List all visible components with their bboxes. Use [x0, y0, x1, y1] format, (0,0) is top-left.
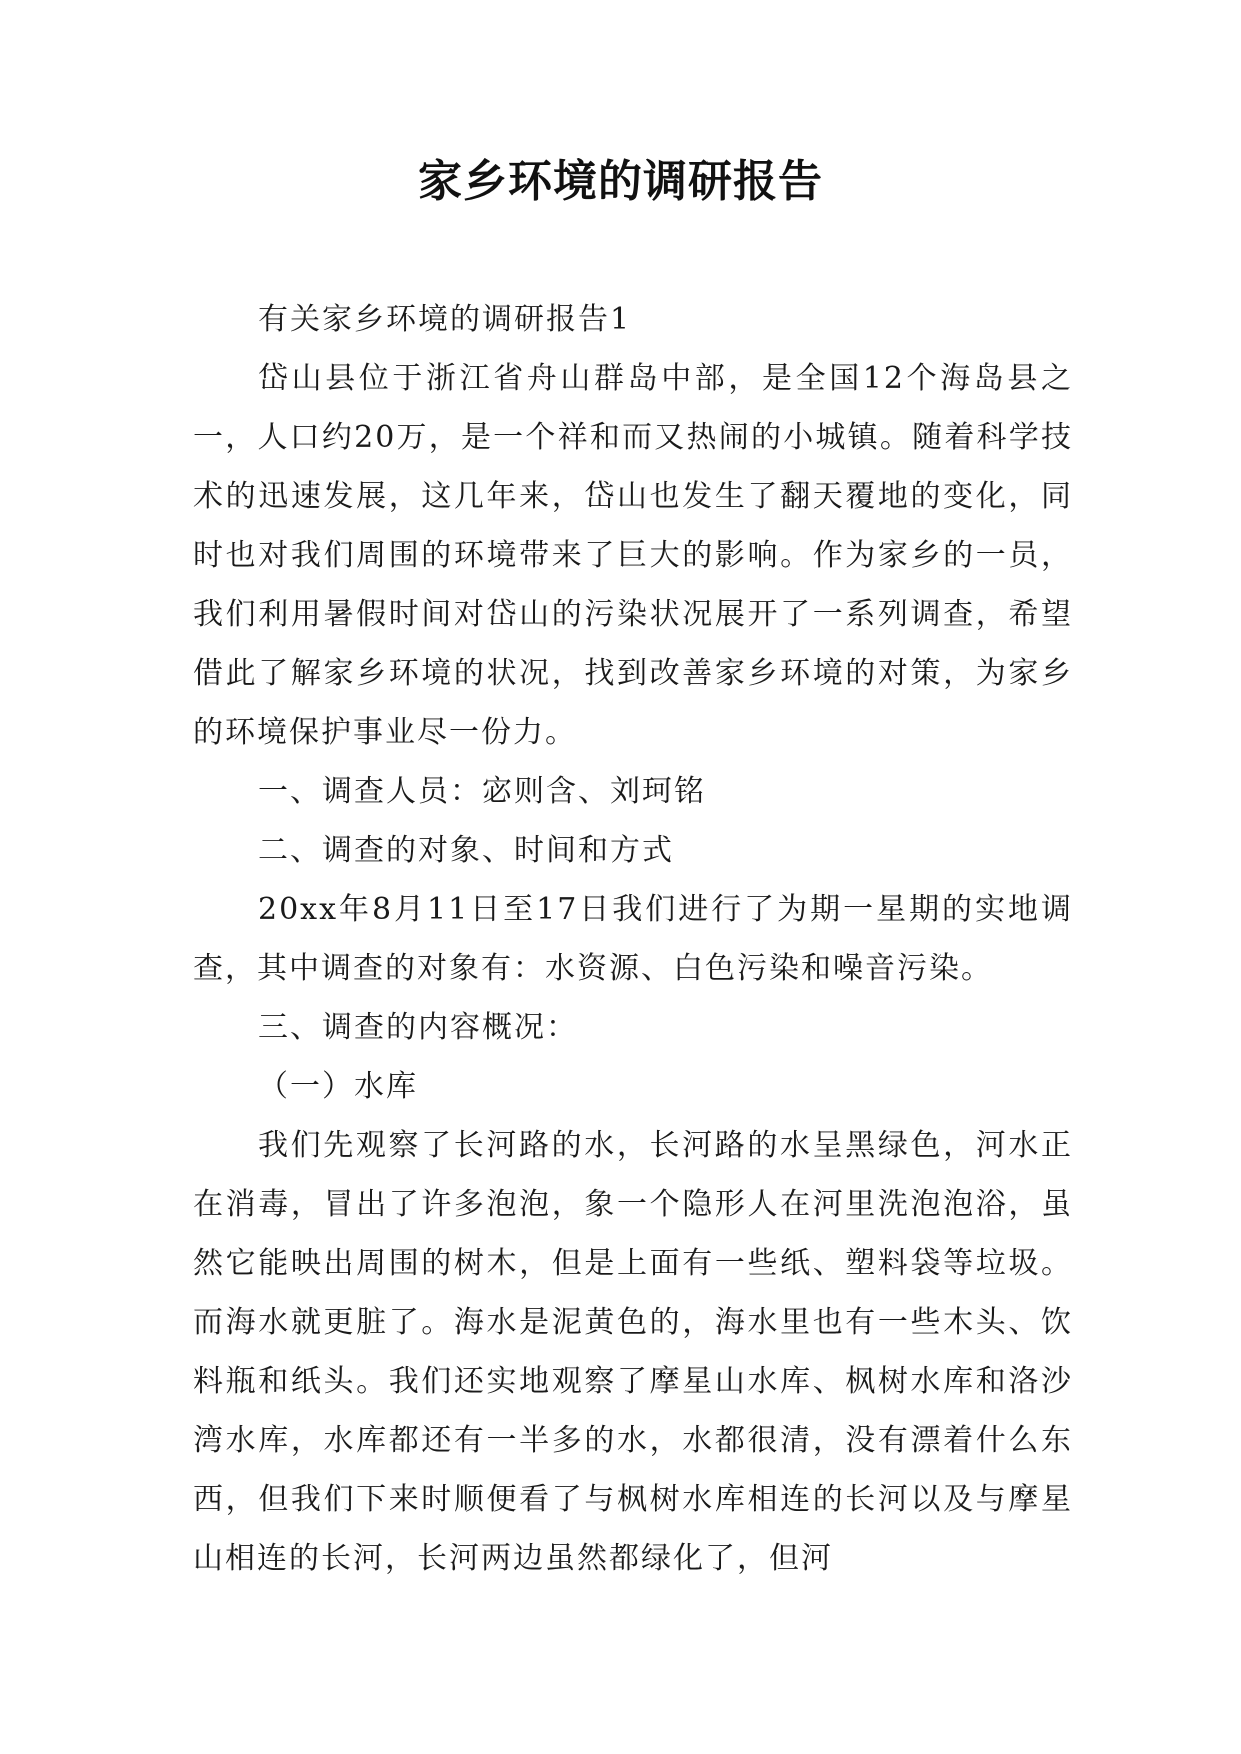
paragraph-intro: 岱山县位于浙江省舟山群岛中部，是全国12个海岛县之一，人口约20万，是一个祥和而又热闹的小城镇。随着科学技术的迅速发展，这几年来，岱山也发生了翻天覆地的变化，同时也对我们周围的环境带来了巨大的影响。作为家乡的一员，我们利用暑假时间对岱山的污染状况展开了一系列调查，希望借此了解家乡环境的状况，找到改善家乡环境的对策，为家乡的环境保护事业尽一份力。 — [193, 361, 1073, 750]
paragraph-water-observation: 我们先观察了长河路的水，长河路的水呈黑绿色，河水正在消毒，冒出了许多泡泡，象一个隐形人在河里洗泡泡浴，虽然它能映出周围的树木，但是上面有一些纸、塑料袋等垃圾。而海水就更脏了。海水是泥黄色的，海水里也有一些木头、饮料瓶和纸头。我们还实地观察了摩星山水库、枫树水库和洛沙湾水库，水库都还有一半多的水，水都很清，没有漂着什么东西，但我们下来时顺便看了与枫树水库相连的长河以及与摩星山相连的长河，长河两边虽然都绿化了，但河 — [193, 1128, 1073, 1576]
paragraph-subtitle: 有关家乡环境的调研报告1 — [258, 302, 632, 337]
paragraph-survey-time: 20xx年8月11日至17日我们进行了为期一星期的实地调查，其中调查的对象有：水资源、白色污染和噪音污染。 — [193, 892, 1073, 986]
paragraph-section-1: 一、调查人员：宓则含、刘珂铭 — [258, 774, 706, 809]
paragraph-subsection-1: （一）水库 — [258, 1069, 418, 1104]
paragraph-section-2: 二、调查的对象、时间和方式 — [258, 833, 674, 868]
document-body — [193, 290, 1073, 1588]
document-title: 家乡环境的调研报告 — [418, 156, 823, 207]
paragraph-section-3: 三、调查的内容概况： — [258, 1010, 578, 1045]
